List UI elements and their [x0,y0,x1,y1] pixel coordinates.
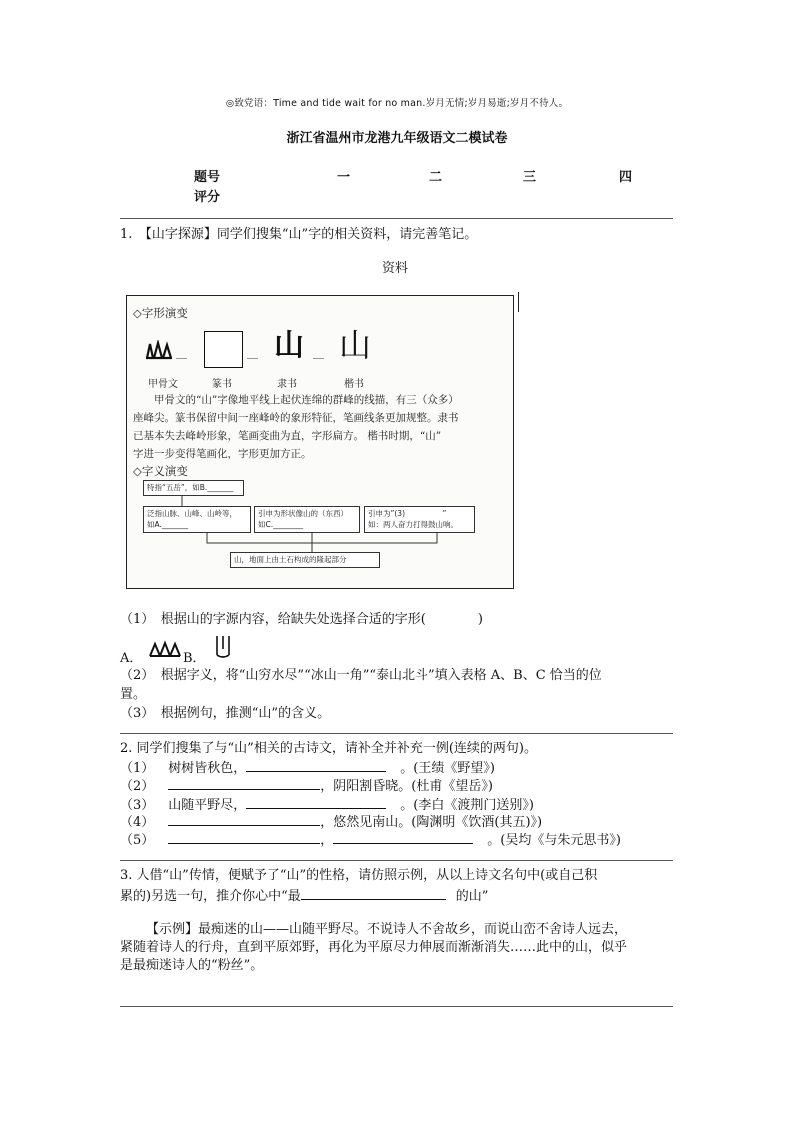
section-form-evolution: ◇字形演变 [133,306,188,320]
box-mid-line-1: 引申为形状像山的（东西） [258,509,348,518]
divider [120,1006,673,1007]
q2-item-2 [120,776,493,796]
dash: __ [247,346,258,359]
page-title: 浙江省温州市龙港九年级语文二模试卷 [286,131,508,146]
score-label-grade: 评分 [194,190,221,205]
item-source: 。(王绩《野望》) [400,761,495,776]
score-col-3: 三 [523,170,537,185]
item-text: 山随平野尽， [168,798,247,813]
form-oracle: 甲骨文 [148,379,178,390]
q2-item-1 [120,758,495,778]
item-source: 。(吴均《与朱元思书》) [487,833,621,848]
box-right-line-1: 引申为”(3) ” [368,509,447,518]
dash: __ [313,346,324,359]
option-a-glyph-icon [148,640,182,660]
item-number: （2） [120,779,155,794]
divider [120,860,673,861]
score-col-4: 四 [619,170,633,185]
option-a-label: A． [120,651,143,666]
item-source: (杜甫《望岳》) [411,779,493,794]
q3-example-line2: 紧随着诗人的行舟，直到平原郊野，再化为平原尽力伸展而渐渐消失……此中的山，似乎 [120,940,628,955]
divider [120,218,673,219]
q3-stem-line1: 3. 人借“山”传情，便赋予了“山”的性格，请仿照示例，从以上诗文名句中(或自己积 [120,868,598,883]
q3-example-line1 [120,921,627,939]
q2-stem: 2. 同学们搜集了与“山”相关的古诗文，请补全并补充一例(连续的两句)。 [120,741,537,756]
answer-blank[interactable] [168,812,320,826]
score-col-1: 一 [337,170,351,185]
answer-blank[interactable] [246,758,386,772]
item-number: （3） [120,798,155,813]
item-text: 树树皆秋色， [168,761,247,776]
material-label: 资料 [382,261,409,276]
item-number: （1） [120,761,155,776]
answer-blank[interactable] [168,830,320,844]
item-number: （4） [120,815,155,830]
box-left-line-1: 泛指山脉、山峰、山岭等， [147,509,237,518]
answer-blank[interactable] [246,795,386,809]
para-line-4: 字进一步变得笔画化，字形更加方正。 [133,448,312,460]
box-right-line-2: 如：两人奋力打得鼓山响。 [368,520,458,529]
answer-blank[interactable] [333,830,473,844]
stem-text: 累的)另选一句，推介你心中“最 [120,889,301,904]
q1-stem: 1. 【山字探源】同学们搜集“山”字的相关资料，请完善笔记。 [120,227,478,242]
form-clerical: 隶书 [277,379,297,390]
q3-stem-line2 [120,886,488,906]
score-label-number: 题号 [194,170,221,185]
meaning-diagram-lines [127,296,513,588]
meaning-box-top: 特指“五岳”，如B._______ [143,480,244,496]
example-text: 【示例】最痴迷的山——山随平野尽。不说诗人不舍故乡，而说山峦不舍诗人远去， [146,922,628,937]
material-scan [126,295,514,589]
clerical-glyph: 山 [274,328,304,363]
score-col-2: 二 [429,170,443,185]
regular-glyph: 山 [339,326,372,364]
para-line-2: 座峰尖。篆书保留中间一座峰岭的象形特征，笔画线条更加规整。隶书 [133,412,459,424]
item-number: （5） [120,833,155,848]
para-line-3: 已基本失去峰岭形象，笔画变曲为直，字形扁方。 楷书时期，“山” [133,430,442,442]
q1-sub2-line2: 置。 [120,687,147,702]
item-text: ，阴阳割昏晓。 [320,779,412,794]
meaning-box-bottom: 山，地面上由土石构成的隆起部分 [230,552,380,568]
item-source: 。(李白《渡荆门送别》) [400,798,534,813]
item-source: (陶渊明《饮酒(其五)》) [411,815,543,830]
q1-sub1: （1） 根据山的字源内容，给缺失处选择合适的字形( ) [120,612,483,627]
motto-line: ◎致党语：Time and tide wait for no man.岁月无情;岁月易逝;岁月不待人。 [225,98,569,109]
item-text: ，悠然见南山。 [320,815,412,830]
dash: __ [176,346,187,359]
option-b-label: B． [183,651,206,666]
option-b-glyph-icon [213,633,233,659]
box-mid-line-2: 如C.________ [258,520,304,529]
q2-item-5 [120,830,621,850]
box-left-line-2: 如A._______ [147,520,189,529]
stem-text: 的山” [455,889,489,904]
item-text: ， [320,833,334,848]
form-seal: 篆书 [212,379,232,390]
meaning-box-middle [254,506,360,533]
divider [120,733,673,734]
answer-blank[interactable] [301,886,446,900]
q3-example-line3: 是最痴迷诗人的“粉丝”。 [120,958,264,973]
q2-item-4 [120,812,542,832]
answer-blank[interactable] [168,776,320,790]
para-line-1: 甲骨文的“山”字像地平线上起伏连绵的群峰的线描，有三（众多） [133,394,459,406]
form-regular: 楷书 [344,379,364,390]
q1-sub3: （3） 根据例句，推测“山”的含义。 [120,706,331,721]
section-meaning-evolution: ◇字义演变 [133,464,188,478]
meaning-box-left [143,506,251,533]
q1-sub2-line1: （2） 根据字义，将“山穷水尽”“冰山一角”“泰山北斗”填入表格 A、B、C 恰当的位 [120,668,602,683]
meaning-box-right [364,506,475,533]
